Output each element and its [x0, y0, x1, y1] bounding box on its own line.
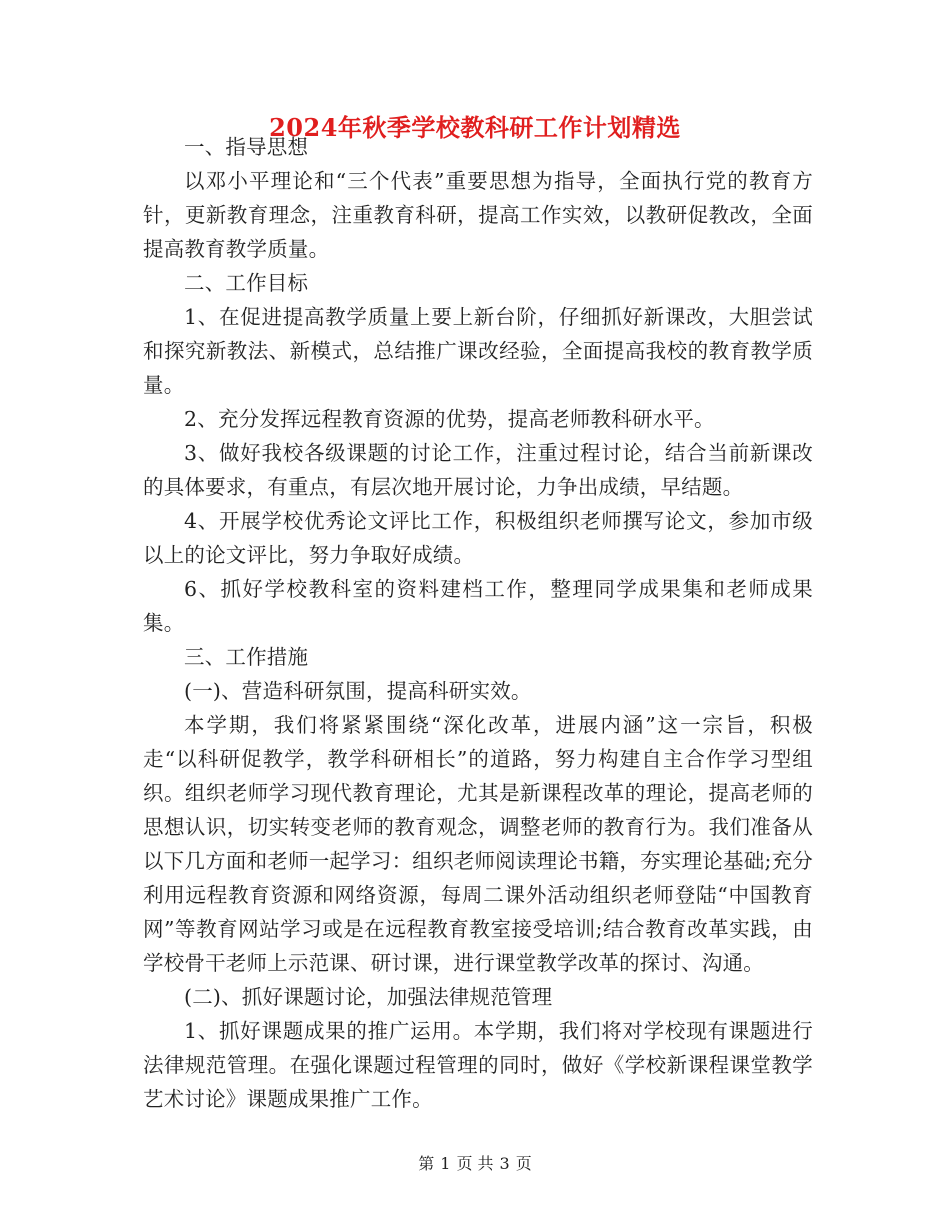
goal-item-3: 3、做好我校各级课题的讨论工作，注重过程讨论，结合当前新课改的具体要求，有重点，有层次地开展讨论，力争出成绩，早结题。 [143, 441, 813, 499]
heading-work-goals: 二、工作目标 [184, 271, 309, 295]
goal-item-1: 1、在促进提高教学质量上要上新台阶，仔细抓好新课改，大胆尝试和探究新教法、新模式，总结推广课改经验，全面提高我校的教育教学质量。 [143, 305, 813, 397]
page-mid: 页 共 [456, 1154, 494, 1173]
paragraph-guiding-thought: 以邓小平理论和“三个代表”重要思想为指导，全面执行党的教育方针，更新教育理念，注重教育科研，提高工作实效，以教研促教改，全面提高教育教学质量。 [143, 169, 813, 261]
page-number-footer [0, 1153, 950, 1175]
goal-item-2: 2、充分发挥远程教育资源的优势，提高老师教科研水平。 [184, 407, 715, 431]
goal-item-6: 6、抓好学校教科室的资料建档工作，整理同学成果集和老师成果集。 [143, 577, 813, 635]
page-suffix: 页 [515, 1154, 532, 1173]
subheading-measure-1: (一)、营造科研氛围，提高科研实效。 [184, 679, 532, 703]
heading-guiding-thought: 一、指导思想 [184, 135, 309, 159]
paragraph-measure-2-item-1: 1、抓好课题成果的推广运用。本学期，我们将对学校现有课题进行法律规范管理。在强化课题过程管理的同时，做好《学校新课程课堂教学艺术讨论》课题成果推广工作。 [143, 1019, 813, 1111]
document-title: 2024年秋季学校教科研工作计划精选 [269, 113, 681, 142]
heading-work-measures: 三、工作措施 [184, 645, 309, 669]
page-current: 1 [440, 1154, 451, 1173]
page-prefix: 第 [418, 1154, 435, 1173]
subheading-measure-2: (二)、抓好课题讨论，加强法律规范管理 [184, 985, 553, 1009]
document-body [143, 130, 813, 1116]
goal-item-4: 4、开展学校优秀论文评比工作，积极组织老师撰写论文，参加市级以上的论文评比，努力争取好成绩。 [143, 509, 813, 567]
paragraph-measure-1: 本学期，我们将紧紧围绕“深化改革，进展内涵”这一宗旨，积极走“以科研促教学，教学科研相长”的道路，努力构建自主合作学习型组织。组织老师学习现代教育理论，尤其是新课程改革的理论，提高老师的思想认识，切实转变老师的教育观念，调整老师的教育行为。我们准备从以下几方面和老师一起学习：组织老师阅读理论书籍，夯实理论基础;充分利用远程教育资源和网络资源，每周二课外活动组织老师登陆“中国教育网”等教育网站学习或是在远程教育教室接受培训;结合教育改革实践，由学校骨干老师上示范课、研讨课，进行课堂教学改革的探讨、沟通。 [143, 713, 813, 975]
page-total: 3 [499, 1154, 510, 1173]
